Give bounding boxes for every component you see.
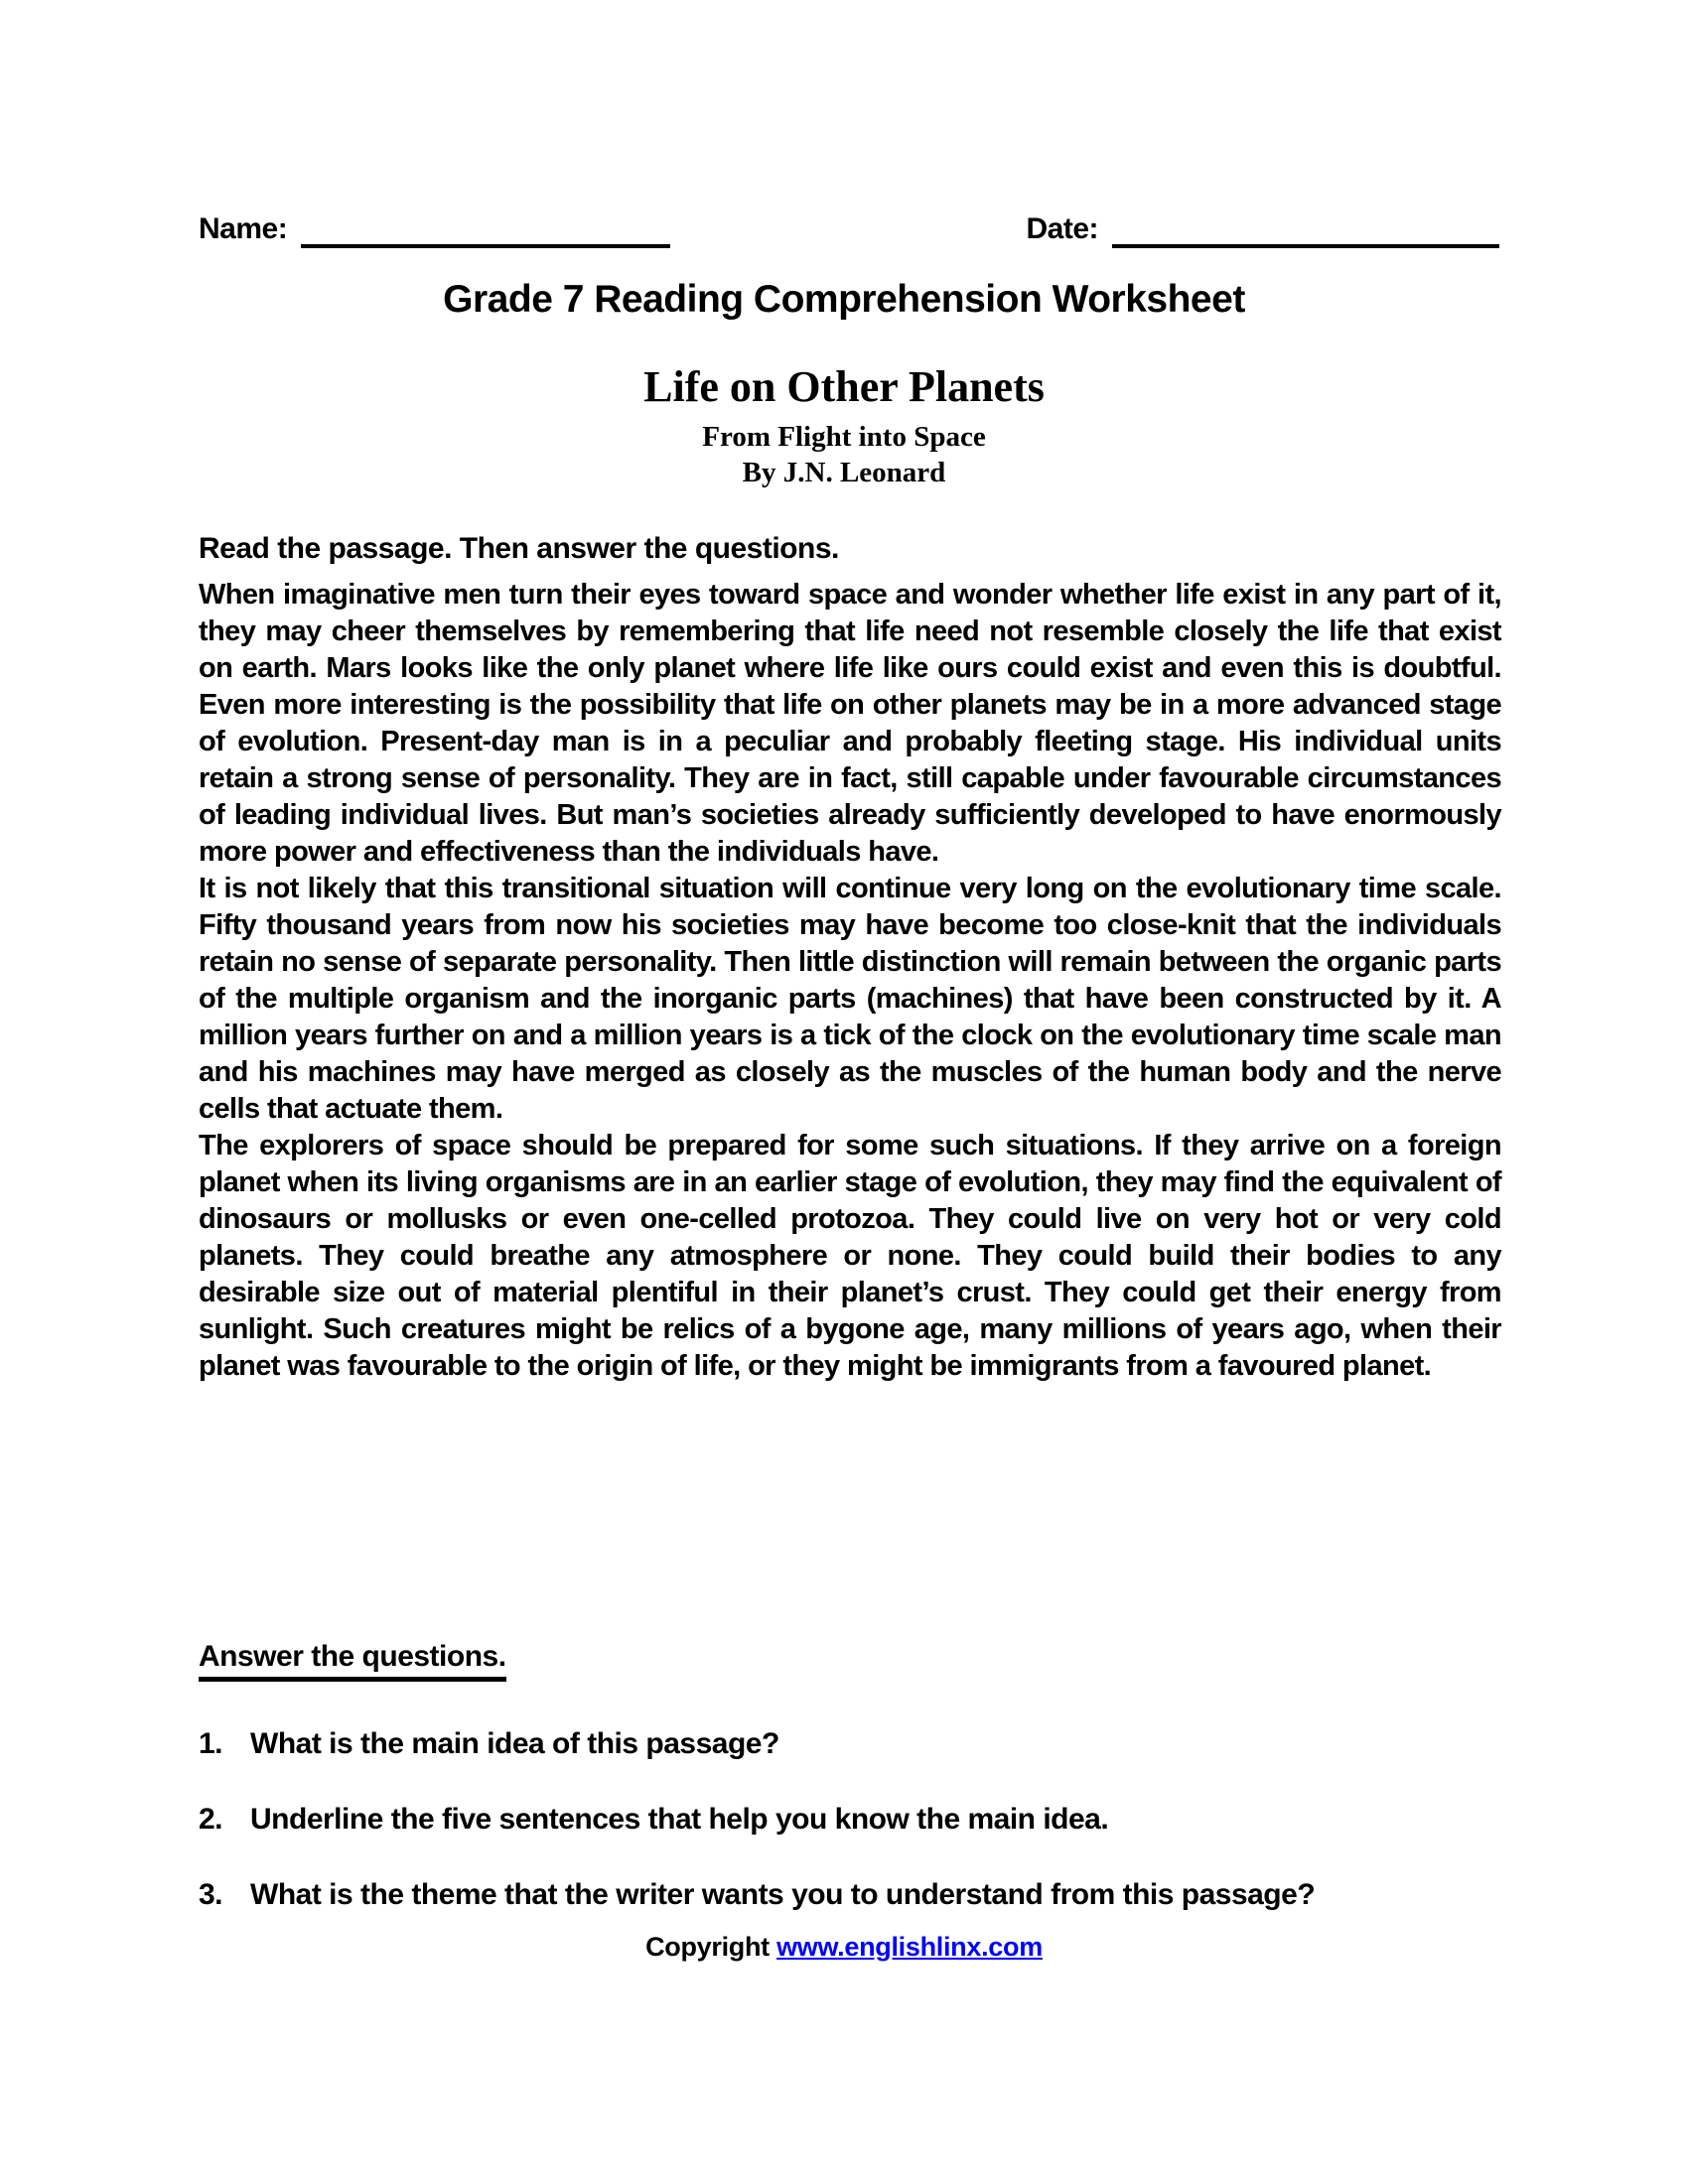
name-label: Name:	[199, 212, 288, 245]
date-field-group	[1026, 210, 1499, 248]
questions-list	[199, 1725, 1501, 1952]
question-item-2	[199, 1801, 1501, 1838]
question-3-number: 3.	[199, 1878, 223, 1911]
passage-paragraph-3: The explorers of space should be prepared for some such situations. If they arrive on a foreign planet when its living organisms are in an earlier stage of evolution, they may find the equivalent of dinosaurs or mollusks or even one-celled protozoa. They could live on very hot or very cold planets. They could breathe any atmosphere or none. They could build their bodies to any desirable size out of material plentiful in their planet’s crust. They could get their energy from sunlight. Such creatures might be relics of a bygone age, many millions of years ago, when their planet was favourable to the origin of life, or they might be immigrants from a favoured planet.	[199, 1130, 1501, 1382]
name-field-group	[199, 210, 670, 248]
passage-paragraph-2: It is not likely that this transitional situation will continue very long on the evolutionary time scale. Fifty thousand years from now his societies may have become too close-knit that the individuals retain no sense of separate personality. Then little distinction will remain between the organic parts of the multiple organism and the inorganic parts (machines) that have been constructed by it. A million years further on and a million years is a tick of the clock on the evolutionary time scale man and his machines may have merged as closely as the muscles of the human body and the nerve cells that actuate them.	[199, 873, 1501, 1125]
passage-source: From Flight into Space	[702, 421, 986, 453]
worksheet-title: Grade 7 Reading Comprehension Worksheet	[443, 278, 1245, 321]
passage-block	[199, 530, 1501, 1385]
question-2-number: 2.	[199, 1803, 223, 1836]
date-blank-line	[1112, 210, 1499, 248]
question-1-number: 1.	[199, 1727, 223, 1760]
passage-title: Life on Other Planets	[643, 362, 1045, 411]
question-1-text: What is the main idea of this passage?	[250, 1727, 779, 1760]
passage-instructions: Read the passage. Then answer the questions.	[199, 532, 839, 565]
passage-paragraph-1: When imaginative men turn their eyes toward space and wonder whether life exist in any part of it, they may cheer themselves by remembering that life need not resemble closely the life that exist on earth. Mars looks like the only planet where life like ours could exist and even this is doubtful. Even more interesting is the possibility that life on other planets may be in a more advanced stage of evolution. Present-day man is in a peculiar and probably fleeting stage. His individual units retain a strong sense of personality. They are in fact, still capable under favourable circumstances of leading individual lives. But man’s societies already sufficiently developed to have enormously more power and effectiveness than the individuals have.	[199, 579, 1501, 868]
question-item-1	[199, 1725, 1501, 1762]
answer-section-heading: Answer the questions.	[199, 1640, 506, 1682]
question-2-text: Underline the five sentences that help you know the main idea.	[250, 1803, 1109, 1836]
header-row	[199, 210, 1499, 248]
question-item-3	[199, 1876, 1501, 1913]
question-3-text: What is the theme that the writer wants you to understand from this passage?	[250, 1878, 1316, 1911]
footer	[0, 1932, 1688, 1963]
copyright-text: Copyright	[645, 1932, 777, 1962]
name-blank-line	[301, 210, 670, 248]
englishlinx-link[interactable]: www.englishlinx.com	[776, 1932, 1043, 1962]
passage-author: By J.N. Leonard	[742, 457, 946, 488]
date-label: Date:	[1026, 212, 1098, 245]
